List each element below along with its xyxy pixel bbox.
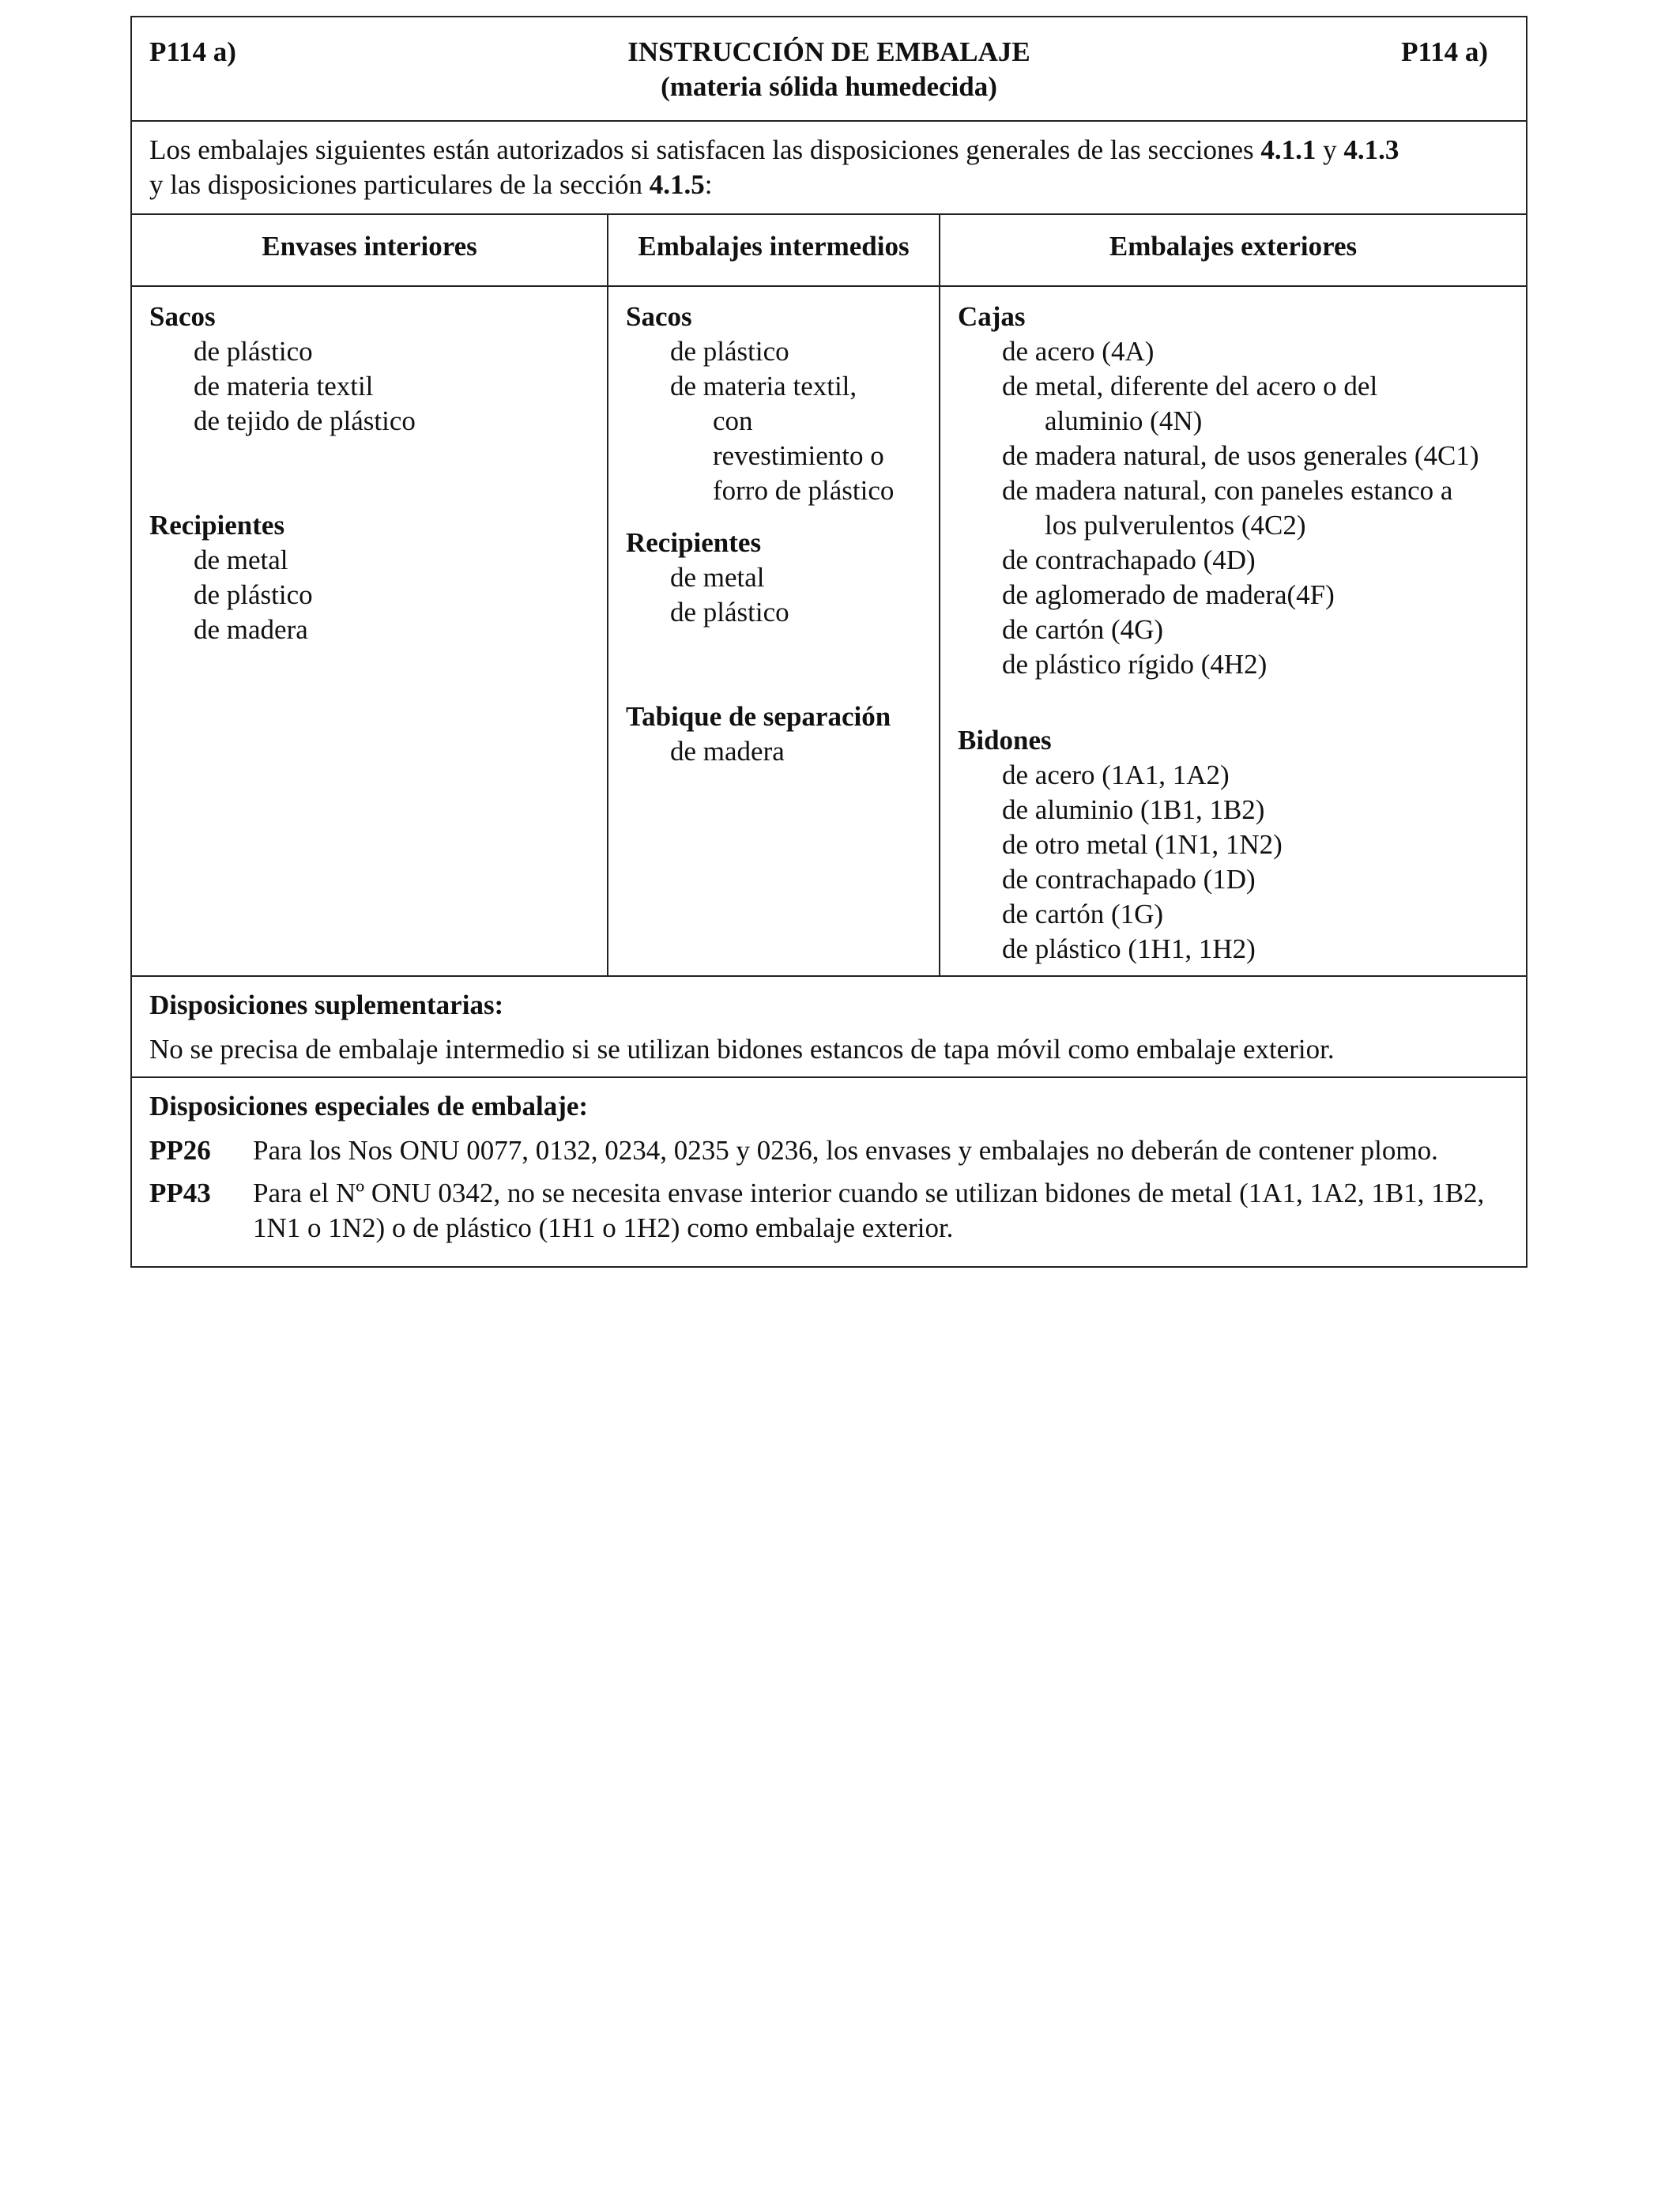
list-item: de plástico bbox=[670, 597, 789, 628]
group-title: Sacos bbox=[149, 301, 216, 332]
intro-text-end: : bbox=[704, 169, 713, 200]
instruction-title: INSTRUCCIÓN DE EMBALAJE bbox=[627, 36, 1030, 67]
instruction-code-right: P114 a) bbox=[1401, 36, 1488, 67]
provision-text: Para el Nº ONU 0342, no se necesita envase interior cuando se utilizan bidones de metal (1A1, 1A2, 1B1, 1B2, 1N1 o 1N2) o de plástico (1H1 o 1H2) como embalaje exterior. bbox=[253, 1178, 1485, 1243]
list-item: de plástico bbox=[194, 579, 313, 610]
list-item: de madera natural, con paneles estanco a bbox=[1002, 475, 1453, 506]
special-packing-provisions bbox=[132, 1078, 1526, 1266]
packing-instruction-table bbox=[130, 16, 1527, 1268]
intro-ref-section: 4.1.3 bbox=[1343, 134, 1399, 165]
provision-code: PP43 bbox=[149, 1178, 211, 1208]
spacer bbox=[149, 439, 607, 508]
list-item: de acero (4A) bbox=[1002, 336, 1155, 367]
intermediate-packagings-column bbox=[608, 215, 940, 975]
list-item: de contrachapado (1D) bbox=[1002, 864, 1256, 895]
intro-text-line2: y las disposiciones particulares de la sección bbox=[149, 169, 650, 200]
list-item: de materia textil bbox=[194, 371, 374, 401]
column-heading: Envases interiores bbox=[132, 215, 607, 287]
list-item: de metal bbox=[670, 562, 765, 593]
instruction-title-block bbox=[132, 35, 1526, 104]
instruction-code-left: P114 a) bbox=[149, 36, 236, 67]
list-item: con bbox=[713, 405, 753, 436]
list-item: de aluminio (1B1, 1B2) bbox=[1002, 794, 1265, 825]
instruction-subtitle: (materia sólida humedecida) bbox=[661, 71, 997, 102]
spacer bbox=[626, 630, 939, 699]
list-item: de contrachapado (4D) bbox=[1002, 545, 1256, 575]
list-item: de madera bbox=[670, 736, 785, 767]
list-item: los pulverulentos (4C2) bbox=[1045, 510, 1306, 541]
group-title: Cajas bbox=[958, 301, 1026, 332]
list-item: de plástico (1H1, 1H2) bbox=[1002, 933, 1256, 964]
list-item: de metal, diferente del acero o del bbox=[1002, 371, 1378, 401]
spacer bbox=[958, 682, 1526, 723]
column-body bbox=[940, 287, 1526, 975]
group-title: Sacos bbox=[626, 301, 692, 332]
section-title: Disposiciones especiales de embalaje: bbox=[149, 1091, 589, 1122]
intro-paragraph bbox=[132, 122, 1526, 215]
provision-code: PP26 bbox=[149, 1135, 211, 1166]
supplementary-provisions bbox=[132, 977, 1526, 1078]
section-text: No se precisa de embalaje intermedio si se utilizan bidones estancos de tapa móvil como embalaje exterior. bbox=[149, 1034, 1335, 1065]
list-item: de plástico bbox=[194, 336, 313, 367]
list-item: revestimiento o bbox=[713, 440, 884, 471]
outer-packagings-column bbox=[940, 215, 1526, 975]
section-title: Disposiciones suplementarias: bbox=[149, 990, 504, 1020]
list-item: de metal bbox=[194, 545, 288, 575]
list-item: de otro metal (1N1, 1N2) bbox=[1002, 829, 1283, 860]
list-item: de materia textil, bbox=[670, 371, 857, 401]
list-item: aluminio (4N) bbox=[1045, 405, 1203, 436]
column-heading: Embalajes exteriores bbox=[940, 215, 1526, 287]
inner-packagings-column bbox=[132, 215, 608, 975]
column-body bbox=[132, 287, 607, 975]
spacer bbox=[626, 508, 939, 526]
list-item: de cartón (4G) bbox=[1002, 614, 1164, 645]
group-title: Recipientes bbox=[149, 510, 285, 541]
intro-ref-section: 4.1.1 bbox=[1260, 134, 1317, 165]
provision-text: Para los Nos ONU 0077, 0132, 0234, 0235 y 0236, los envases y embalajes no deberán de contener plomo. bbox=[253, 1135, 1438, 1166]
list-item: de aglomerado de madera(4F) bbox=[1002, 579, 1335, 610]
instruction-header bbox=[132, 17, 1526, 122]
intro-ref-section: 4.1.5 bbox=[649, 169, 705, 200]
list-item: de acero (1A1, 1A2) bbox=[1002, 760, 1230, 790]
intro-text: Los embalajes siguientes están autorizados si satisfacen las disposiciones generales de las secciones bbox=[149, 134, 1261, 165]
intro-text-mid: y bbox=[1316, 134, 1344, 165]
packaging-columns bbox=[132, 215, 1526, 977]
column-heading: Embalajes intermedios bbox=[608, 215, 939, 287]
provision-pp26 bbox=[149, 1133, 1509, 1168]
list-item: de tejido de plástico bbox=[194, 405, 416, 436]
list-item: de plástico rígido (4H2) bbox=[1002, 649, 1268, 680]
list-item: de cartón (1G) bbox=[1002, 899, 1164, 929]
list-item: de plástico bbox=[670, 336, 789, 367]
group-title: Bidones bbox=[958, 725, 1052, 756]
group-title: Tabique de separación bbox=[626, 701, 891, 732]
list-item: de madera natural, de usos generales (4C1) bbox=[1002, 440, 1479, 471]
list-item: de madera bbox=[194, 614, 308, 645]
group-title: Recipientes bbox=[626, 527, 762, 558]
list-item: forro de plástico bbox=[713, 475, 895, 506]
provision-pp43 bbox=[149, 1176, 1509, 1246]
column-body bbox=[608, 287, 939, 975]
